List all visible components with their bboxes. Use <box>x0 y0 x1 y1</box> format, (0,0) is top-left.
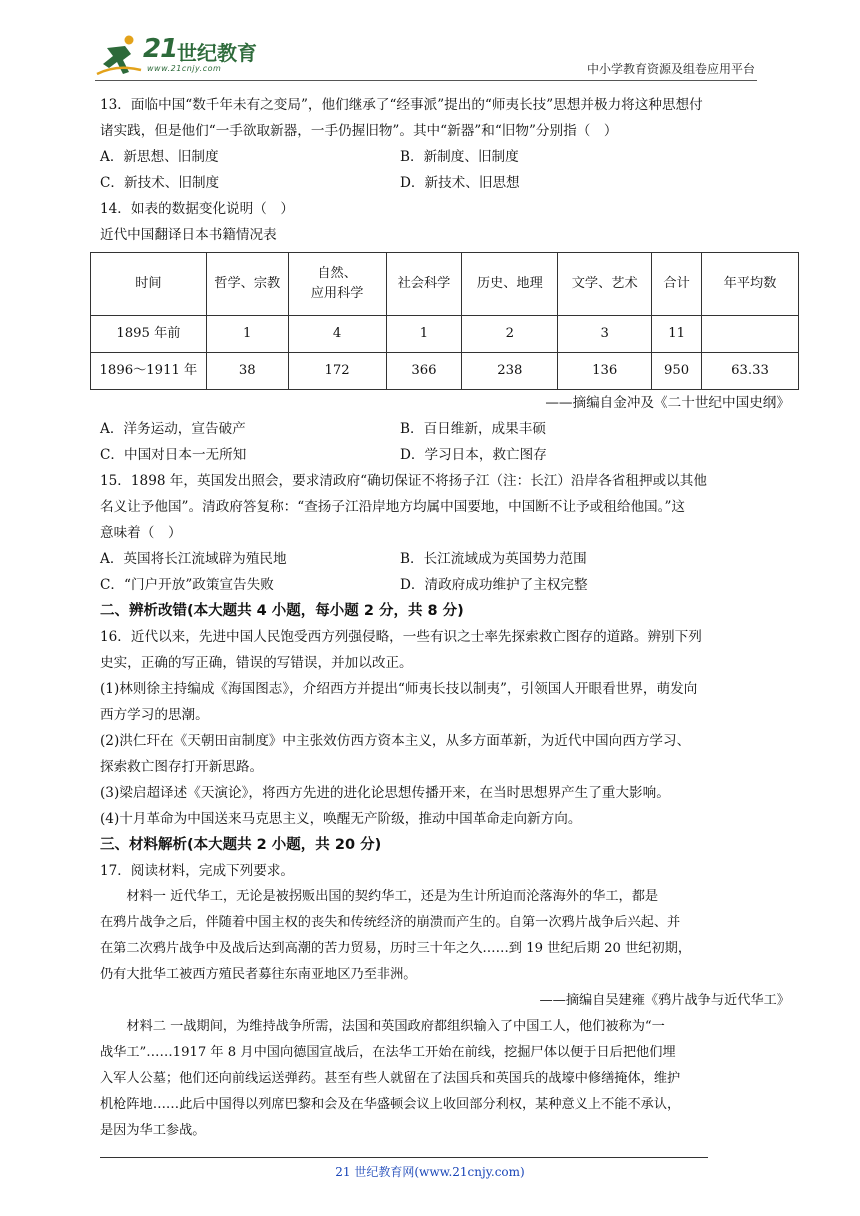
header-science-line1: 自然、 <box>317 266 357 281</box>
material1-line1: 材料一 近代华工，无论是被拐贩出国的契约华工，还是为生计所迫而沦落海外的华工，都是 <box>126 889 659 904</box>
q16-item1-line2: 西方学习的思潮。 <box>100 707 209 723</box>
q15-stem-line2: 名义让予他国”。清政府答复称：“查扬子江沿岸地方均属中国要地，中国断不让予或租给他国。”这 <box>100 499 685 515</box>
q16-item2-line1: (2)洪仁玕在《天朝田亩制度》中主张效仿西方资本主义，从多方面革新，为近代中国向西方学习、 <box>100 733 691 749</box>
table-cell: 366 <box>386 353 462 390</box>
q14-option-b: B．百日维新，成果丰硕 <box>400 421 546 437</box>
q16-item2-line2: 探索救亡图存打开新思路。 <box>100 759 264 775</box>
table-cell: 1 <box>206 316 288 353</box>
document-body <box>99 92 790 1144</box>
logo-text: 世纪教育 <box>177 41 257 65</box>
material2-line2: 战华工”……1917 年 8 月中国向德国宣战后，在法华工开始在前线，挖掘尸体以便于日后把他们埋 <box>100 1045 676 1060</box>
header-divider <box>95 80 757 81</box>
table-cell: 11 <box>652 316 702 353</box>
table-row <box>91 353 799 390</box>
table-cell: 2 <box>462 316 558 353</box>
q13-stem-line2: 诸实践，但是他们“一手欲取新器，一手仍握旧物”。其中“新器”和“旧物”分别指（ ） <box>100 123 618 139</box>
q14-source: ——摘编自金冲及《二十世纪中国史纲》 <box>545 395 790 411</box>
table-cell: 38 <box>206 353 288 390</box>
material1-source: ——摘编自吴建雍《鸦片战争与近代华工》 <box>539 993 790 1008</box>
q16-item3: (3)梁启超译述《天演论》，将西方先进的进化论思想传播开来，在当时思想界产生了重大影响。 <box>100 785 670 801</box>
q14-table-title: 近代中国翻译日本书籍情况表 <box>100 227 277 243</box>
q14-option-d: D．学习日本，救亡图存 <box>400 447 547 463</box>
q13-options-row1 <box>100 144 760 170</box>
q15-option-c: C．“门户开放”政策宣告失败 <box>100 577 274 593</box>
header-literature: 文学、艺术 <box>558 253 652 316</box>
q13-option-a: A．新思想、旧制度 <box>100 149 219 165</box>
header-science-line2: 应用科学 <box>310 286 364 301</box>
q14-option-c: C．中国对日本一无所知 <box>100 447 247 463</box>
page-header <box>95 30 755 80</box>
q16-stem-line2: 史实，正确的写正确，错误的写错误，并加以改正。 <box>100 655 413 671</box>
q16-item4: (4)十月革命为中国送来马克思主义，唤醒无产阶级，推动中国革命走向新方向。 <box>100 811 582 827</box>
table-cell: 63.33 <box>702 353 799 390</box>
logo-number: 21 <box>143 34 178 64</box>
q14-options-row2 <box>100 442 760 468</box>
section3-title: 三、材料解析(本大题共 2 小题，共 20 分) <box>100 837 382 853</box>
logo-url: www.21cnjy.com <box>147 64 222 73</box>
platform-name: 中小学教育资源及组卷应用平台 <box>586 62 755 76</box>
q13-option-d: D．新技术、旧思想 <box>400 175 520 191</box>
table-cell <box>702 316 799 353</box>
q16-stem-line1: 16．近代以来，先进中国人民饱受西方列强侵略，一些有识之士率先探索救亡图存的道路。辨别下列 <box>100 629 702 645</box>
header-average: 年平均数 <box>702 253 799 316</box>
header-philosophy: 哲学、宗教 <box>206 253 288 316</box>
q15-stem-line3: 意味着（ ） <box>100 525 182 541</box>
header-time: 时间 <box>91 253 207 316</box>
table-cell: 950 <box>652 353 702 390</box>
q13-options-row2 <box>100 170 760 196</box>
material2-line5: 是因为华工参战。 <box>100 1123 206 1138</box>
table-cell: 1 <box>386 316 462 353</box>
q15-stem-line1: 15．1898 年，英国发出照会，要求清政府“确切保证不将扬子江（注：长江）沿岸各省租押或以其他 <box>100 473 707 489</box>
q14-option-a: A．洋务运动，宣告破产 <box>100 421 246 437</box>
material1-line2: 在鸦片战争之后，伴随着中国主权的丧失和传统经济的崩溃而产生的。自第一次鸦片战争后兴起、并 <box>100 915 681 930</box>
header-social: 社会科学 <box>386 253 462 316</box>
table-header-row <box>91 253 799 316</box>
table-cell: 172 <box>288 353 386 390</box>
table-cell: 1896～1911 年 <box>91 353 207 390</box>
material1-line3: 在第二次鸦片战争中及战后达到高潮的苦力贸易，历时三十年之久……到 19 世纪后期 20 世纪初期， <box>100 941 692 956</box>
q13-option-b: B．新制度、旧制度 <box>400 149 519 165</box>
footer-link[interactable]: 21 世纪教育网(www.21cnjy.com) <box>335 1165 525 1179</box>
table-cell: 1895 年前 <box>91 316 207 353</box>
q17-stem: 17．阅读材料，完成下列要求。 <box>100 863 295 879</box>
q15-option-d: D．清政府成功维护了主权完整 <box>400 577 588 593</box>
table-cell: 238 <box>462 353 558 390</box>
material2-line4: 机枪阵地……此后中国得以列席巴黎和会及在华盛顿会议上收回部分利权，某种意义上不能不承认， <box>100 1097 681 1112</box>
translation-table <box>90 252 799 390</box>
q13-option-c: C．新技术、旧制度 <box>100 175 220 191</box>
table-cell: 3 <box>558 316 652 353</box>
material1-line4: 仍有大批华工被西方殖民者募往东南亚地区乃至非洲。 <box>100 967 417 982</box>
table-row <box>91 316 799 353</box>
table-cell: 136 <box>558 353 652 390</box>
q13-stem-line1: 13．面临中国“数千年未有之变局”，他们继承了“经事派”提出的“师夷长技”思想并极力将这种思想付 <box>100 97 703 113</box>
site-logo <box>95 34 265 76</box>
q15-option-a: A．英国将长江流域辟为殖民地 <box>100 551 287 567</box>
q15-option-b: B．长江流域成为英国势力范围 <box>400 551 587 567</box>
table-cell: 4 <box>288 316 386 353</box>
q15-options-row1 <box>100 546 760 572</box>
header-history: 历史、地理 <box>462 253 558 316</box>
q14-options-row1 <box>100 416 760 442</box>
footer-divider <box>100 1157 708 1158</box>
q16-item1-line1: (1)林则徐主持编成《海国图志》，介绍西方并提出“师夷长技以制夷”，引领国人开眼看世界，萌发向 <box>100 681 698 697</box>
q14-stem: 14．如表的数据变化说明（ ） <box>100 201 295 217</box>
header-science <box>288 253 386 316</box>
material2-line1: 材料二 一战期间，为维持战争所需，法国和英国政府都组织输入了中国工人，他们被称为“一 <box>126 1019 665 1034</box>
q15-options-row2 <box>100 572 760 598</box>
section2-title: 二、辨析改错(本大题共 4 小题，每小题 2 分，共 8 分) <box>100 603 464 619</box>
runner-icon <box>95 34 145 76</box>
material2-line3: 入军人公墓；他们还向前线运送弹药。甚至有些人就留在了法国兵和英国兵的战壕中修缮掩体，维护 <box>100 1071 681 1086</box>
header-total: 合计 <box>652 253 702 316</box>
